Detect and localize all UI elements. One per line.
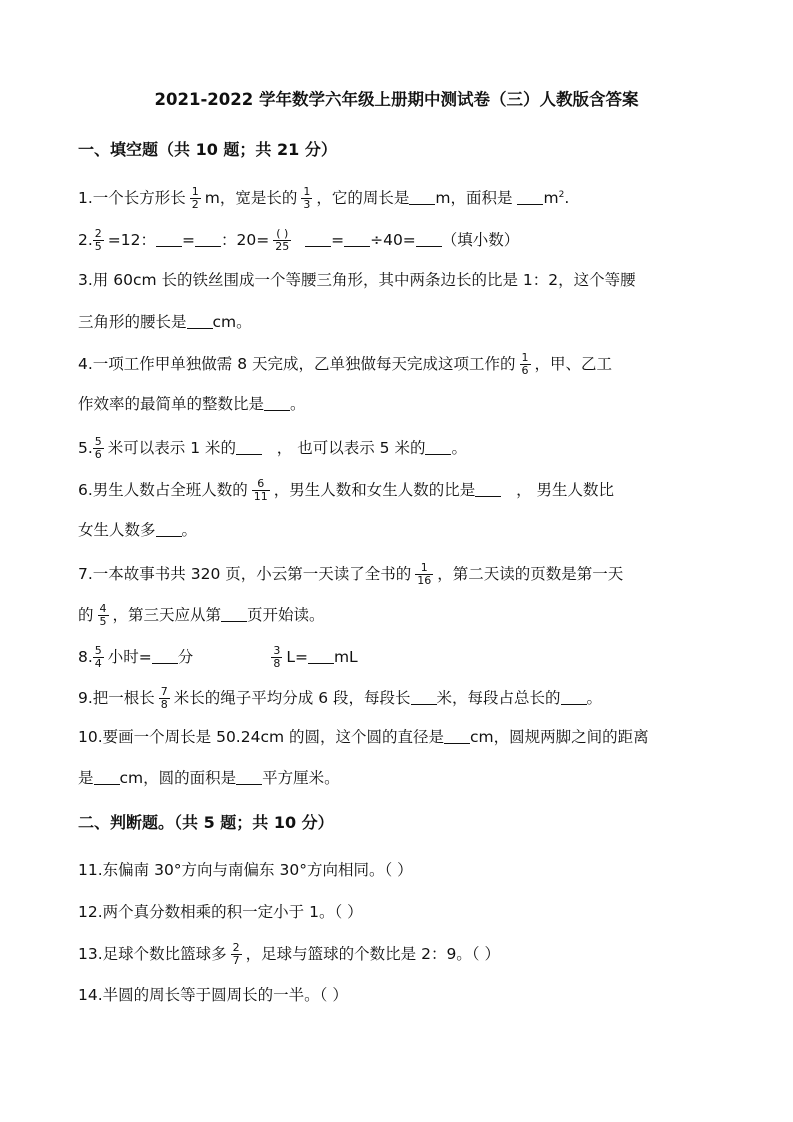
q13-fraction: $\frac{2}{7}$: [232, 941, 240, 967]
section-true-false-heading: 二、判断题。（共 5 题；共 10 分）: [78, 813, 334, 832]
question-8: 8. $\frac{5}{4}$ 小时= 分 $\frac{3}{8}$ L= mL: [78, 644, 358, 670]
question-6-line-2: 女生人数多 。: [78, 521, 198, 539]
question-10-line-1: 10.要画一个周长是 50.24cm 的圆，这个圆的直径是 cm，圆规两脚之间的距离: [78, 728, 649, 746]
answer-blank[interactable]: [264, 394, 290, 411]
q2-fraction-1: $\frac{2}{5}$: [94, 227, 102, 253]
q1-text-c: ，它的周长是: [316, 189, 410, 208]
answer-blank[interactable]: [187, 312, 213, 329]
answer-blank[interactable]: [344, 230, 370, 247]
q1-unit: m: [543, 189, 559, 208]
answer-blank[interactable]: [305, 230, 331, 247]
question-11: 11.东偏南 30°方向与南偏东 30°方向相同。（ ）: [78, 861, 413, 879]
q1-text-b: m，宽是长的: [204, 189, 298, 208]
question-12: 12.两个真分数相乘的积一定小于 1。（ ）: [78, 903, 363, 921]
question-3-line-2: 三角形的腰长是 cm。: [78, 313, 252, 331]
answer-blank[interactable]: [475, 480, 501, 497]
answer-blank[interactable]: [411, 688, 437, 705]
q7-fraction-2: $\frac{4}{5}$: [99, 602, 107, 628]
q1-fraction-2: $\frac{1}{3}$: [303, 185, 311, 212]
answer-blank[interactable]: [444, 727, 470, 744]
answer-blank[interactable]: [94, 768, 120, 785]
q9-fraction: $\frac{7}{8}$: [160, 685, 168, 711]
question-5: 5. $\frac{5}{6}$ 米可以表示 1 米的 ， 也可以表示 5 米的 。: [78, 435, 467, 461]
question-4-line-1: 4.一项工作甲单独做需 8 天完成，乙单独做每天完成这项工作的 $\frac{1}{6}$ ，甲、乙工: [78, 351, 613, 377]
question-3-line-1: 3.用 60cm 长的铁丝围成一个等腰三角形，其中两条边长的比是 1：2，这个等腰: [78, 271, 636, 289]
answer-blank[interactable]: [561, 688, 587, 705]
answer-blank[interactable]: [308, 647, 334, 664]
q5-fraction: $\frac{5}{6}$: [94, 435, 102, 461]
answer-blank[interactable]: [195, 230, 221, 247]
answer-blank[interactable]: [517, 188, 543, 205]
q7-fraction-1: $\frac{1}{16}$: [417, 561, 432, 587]
answer-blank[interactable]: [221, 605, 247, 622]
q8-fraction-2: $\frac{3}{8}$: [273, 644, 281, 670]
q1-text-a: 1.一个长方形长: [78, 189, 186, 208]
question-10-line-2: 是 cm，圆的面积是 平方厘米。: [78, 769, 340, 787]
answer-blank[interactable]: [156, 520, 182, 537]
q2-fraction-2: $\frac{( )}{25}$: [275, 227, 290, 253]
answer-blank[interactable]: [236, 768, 262, 785]
question-9: 9.把一根长 $\frac{7}{8}$ 米长的绳子平均分成 6 段，每段长 米，每段占总长的 。: [78, 685, 603, 711]
answer-blank[interactable]: [156, 230, 182, 247]
page-title: 2021-2022 学年数学六年级上册期中测试卷（三）人教版含答案: [154, 90, 639, 109]
question-14: 14.半圆的周长等于圆周长的一半。（ ）: [78, 986, 348, 1004]
question-1: 1.一个长方形长 $\frac{1}{2}$ m，宽是长的 $\frac{1}{3}$ ，它的周长是 m，面积是 $m^2$.: [78, 185, 570, 212]
q1-text-d: m，面积是: [435, 189, 513, 208]
question-13: 13.足球个数比篮球多 $\frac{2}{7}$ ，足球与篮球的个数比是 2：9。（ ）: [78, 941, 500, 967]
q4-fraction: $\frac{1}{6}$: [521, 351, 529, 377]
question-2: 2. $\frac{2}{5}$ =12： = ：20= $\frac{( )}{25}$ = ÷40= （填小数）: [78, 227, 520, 253]
answer-blank[interactable]: [425, 438, 451, 455]
answer-blank[interactable]: [236, 438, 262, 455]
q6-fraction: $\frac{6}{11}$: [253, 477, 268, 503]
answer-blank[interactable]: [416, 230, 442, 247]
section-fill-in-blank-heading: 一、填空题（共 10 题；共 21 分）: [78, 140, 337, 159]
question-4-line-2: 作效率的最简单的整数比是 。: [78, 395, 306, 413]
answer-blank[interactable]: [152, 647, 178, 664]
q8-fraction-1: $\frac{5}{4}$: [94, 644, 102, 670]
q1-fraction-1: $\frac{1}{2}$: [191, 185, 199, 212]
q1-unit-exponent: 2: [558, 190, 565, 200]
question-6-line-1: 6.男生人数占全班人数的 $\frac{6}{11}$ ，男生人数和女生人数的比是 ， 男生人数比: [78, 477, 615, 503]
answer-blank[interactable]: [409, 188, 435, 205]
question-7-line-1: 7.一本故事书共 320 页，小云第一天读了全书的 $\frac{1}{16}$ ，第二天读的页数是第一天: [78, 561, 624, 587]
question-7-line-2: 的 $\frac{4}{5}$ ，第三天应从第 页开始读。: [78, 602, 325, 628]
